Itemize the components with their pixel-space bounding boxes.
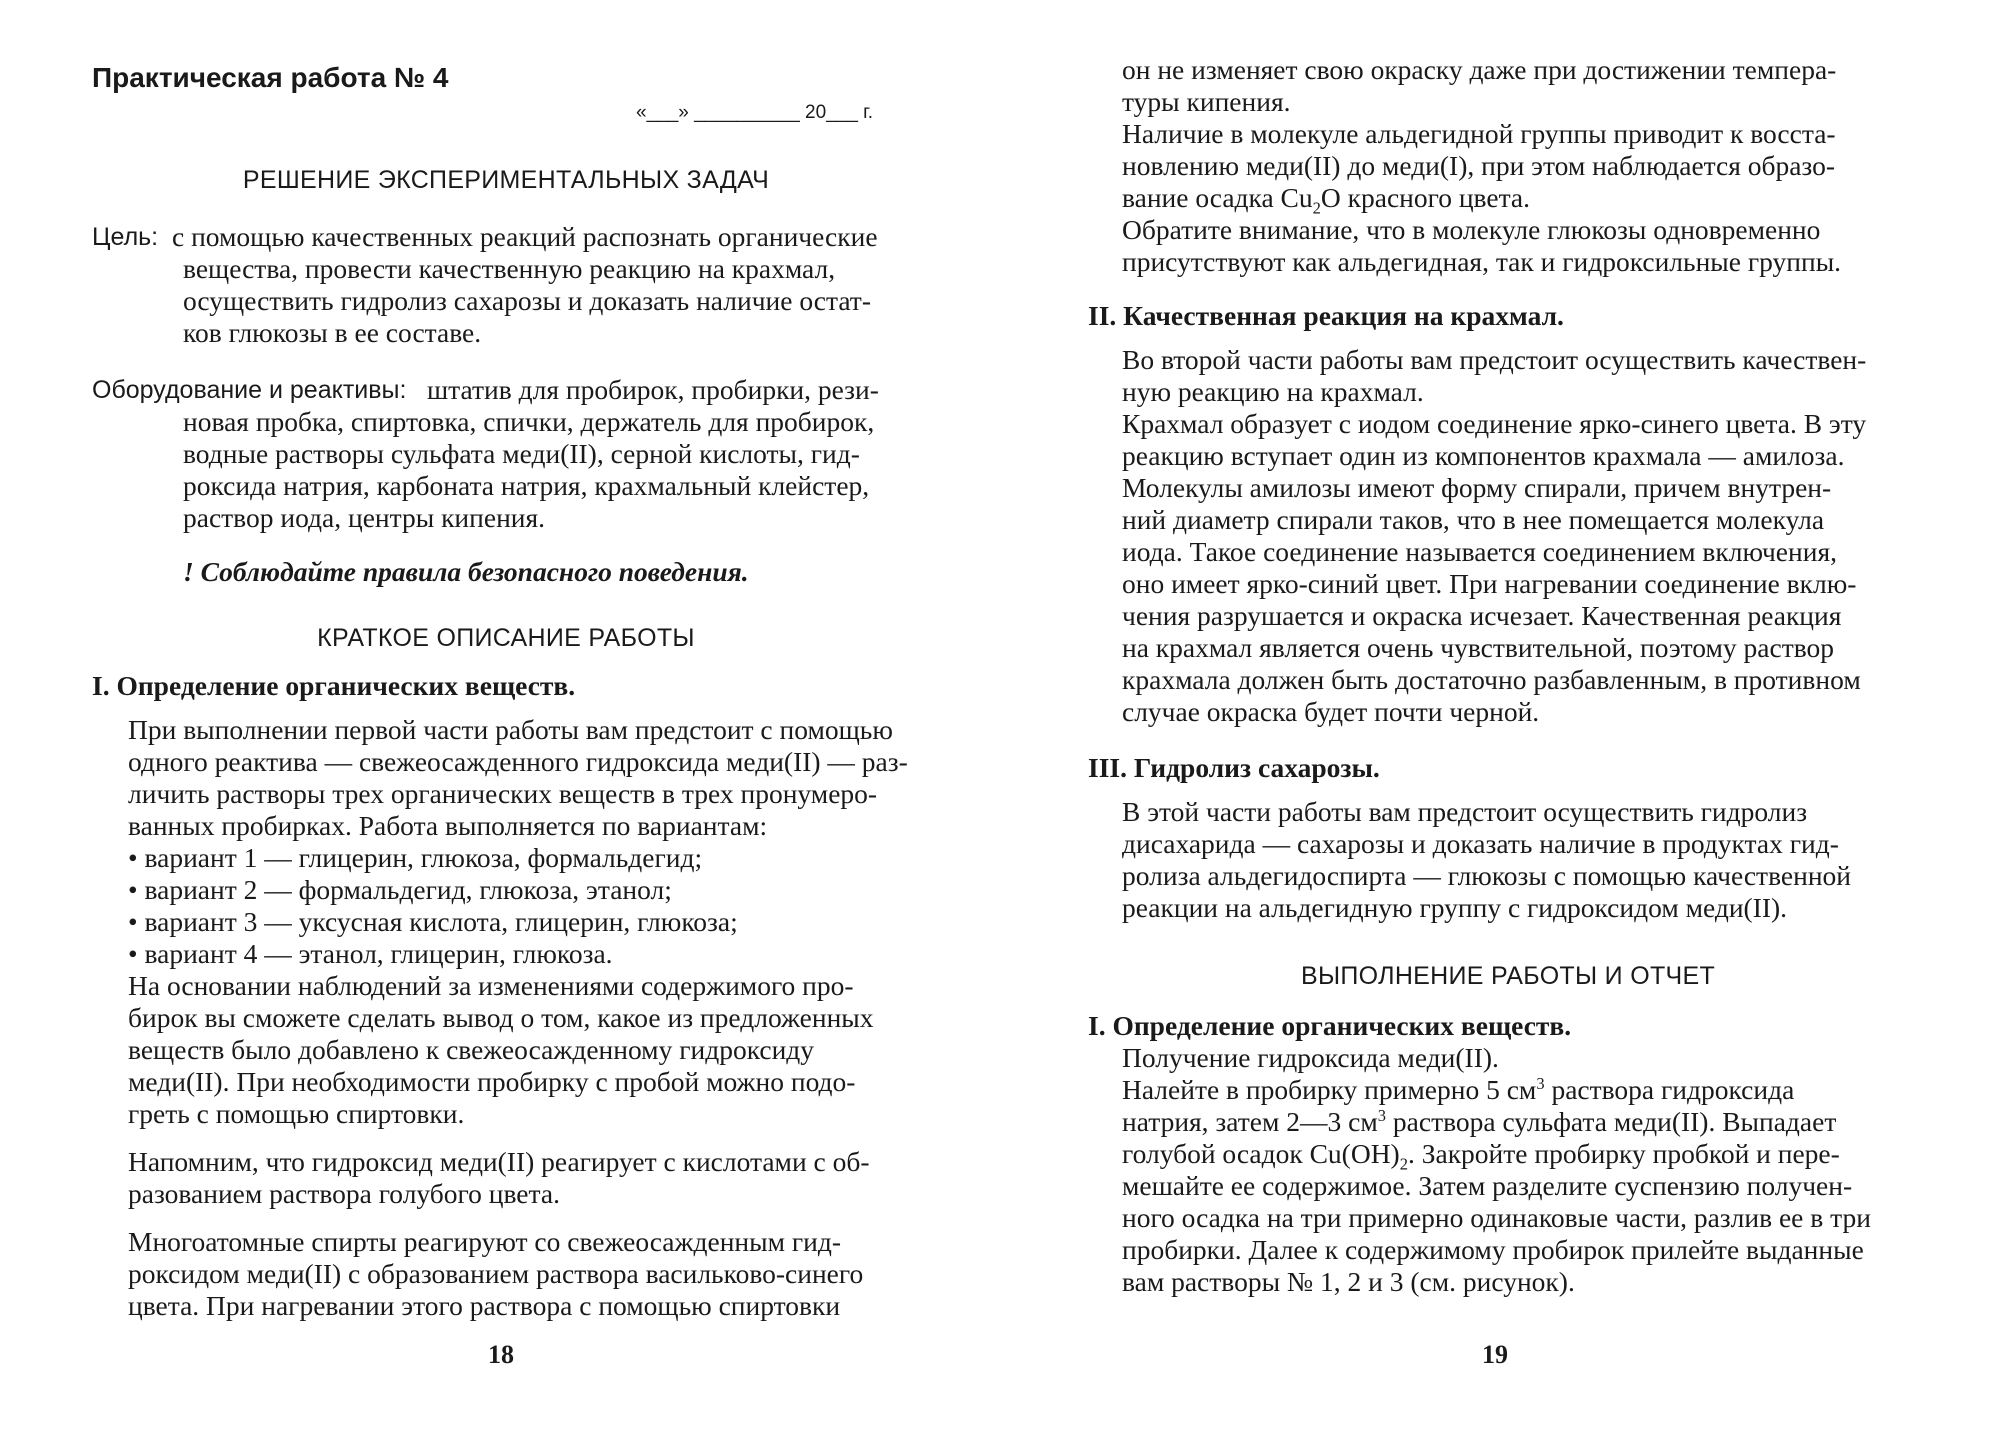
page-number: 18 (488, 1340, 514, 1369)
part1-line: При выполнении первой части работы вам предстоит с помощью (128, 714, 893, 745)
part2-line: ний диаметр спирали таков, что в нее помещается молекула (1122, 504, 1825, 535)
part2-line: реакцию вступает один из компонентов крахмала — амилоза. (1122, 440, 1845, 471)
exec1-heading: I. Определение органических веществ. (1088, 1010, 1572, 1041)
exec3-text-b: . Закройте пробирку пробкой и пере- (1407, 1138, 1840, 1169)
exec1-line (1122, 1106, 1836, 1138)
part1-line: Многоатомные спирты реагируют со свежеосажденным гид- (128, 1226, 842, 1257)
intro-line: новлению меди(II) до меди(I), при этом наблюдается образо- (1122, 150, 1836, 181)
practical-work-title: Практическая работа № 4 (92, 62, 449, 93)
goal-line: осуществить гидролиз сахарозы и доказать наличие остат- (183, 285, 871, 316)
part3-line: В этой части работы вам предстоит осуществить гидролиз (1122, 796, 1808, 827)
variant-item: • вариант 1 — глицерин, глюкоза, формальдегид; (128, 842, 703, 873)
exec3-text-a: голубой осадок Cu(OH) (1122, 1138, 1400, 1169)
part1-line: личить растворы трех органических веществ в трех пронумеро- (128, 778, 878, 809)
section-heading: РЕШЕНИЕ ЭКСПЕРИМЕНТАЛЬНЫХ ЗАДАЧ (242, 166, 770, 194)
equipment-line: роксида натрия, карбоната натрия, крахмальный клейстер, (183, 470, 870, 501)
part2-line: иода. Такое соединение называется соединением включения, (1122, 536, 1837, 567)
intro-line: он не изменяет свою окраску даже при достижении темпера- (1122, 54, 1837, 85)
exec2-text-b: раствора сульфата меди(II). Выпадает (1386, 1106, 1837, 1137)
exec1-line (1122, 1138, 1840, 1174)
exec1-text-b: раствора гидроксида (1544, 1074, 1795, 1105)
part1-line: Напомним, что гидроксид меди(II) реагирует с кислотами с об- (128, 1146, 870, 1177)
variant-item: • вариант 2 — формальдегид, глюкоза, этанол; (128, 874, 672, 905)
exec1-line: пробирки. Далее к содержимому пробирок прилейте выданные (1122, 1234, 1864, 1265)
exec2-superscript: 3 (1377, 1105, 1387, 1125)
part2-line: ную реакцию на крахмал. (1122, 376, 1424, 407)
exec1-subheading: Получение гидроксида меди(II). (1122, 1042, 1499, 1073)
intro-line: Наличие в молекуле альдегидной группы приводит к восста- (1122, 118, 1836, 149)
page-number: 19 (1482, 1340, 1508, 1369)
safety-warning: ! Соблюдайте правила безопасного поведения. (183, 556, 749, 587)
cu2o-text-b: O красного цвета. (1320, 182, 1531, 213)
part1-line: греть с помощью спиртовки. (128, 1098, 465, 1129)
exec3-subscript: 2 (1399, 1154, 1408, 1174)
part2-line: чения разрушается и окраска исчезает. Качественная реакция (1122, 600, 1842, 631)
equipment-line: раствор иода, центры кипения. (183, 502, 546, 533)
exec1-line: ного осадка на три примерно одинаковые части, разлив ее в три (1122, 1202, 1871, 1233)
goal-label: Цель: (92, 223, 159, 251)
exec1-line: мешайте ее содержимое. Затем разделите суспензию получен- (1122, 1170, 1853, 1201)
variant-item: • вариант 3 — уксусная кислота, глицерин, глюкоза; (128, 906, 738, 937)
exec1-text-a: Налейте в пробирку примерно 5 см (1122, 1074, 1537, 1105)
intro-line: присутствуют как альдегидная, так и гидроксильные группы. (1122, 246, 1842, 277)
part2-line: оно имеет ярко-синий цвет. При нагревании соединение вклю- (1122, 568, 1857, 599)
part2-line: Во второй части работы вам предстоит осуществить качествен- (1122, 344, 1867, 375)
variant-item: • вариант 4 — этанол, глицерин, глюкоза. (128, 938, 613, 969)
part3-line: дисахарида — сахарозы и доказать наличие в продуктах гид- (1122, 828, 1839, 859)
part2-line: крахмала должен быть достаточно разбавленным, в противном (1122, 664, 1861, 695)
part2-line: Крахмал образует с иодом соединение ярко-синего цвета. В эту (1122, 408, 1867, 439)
part3-line: ролиза альдегидоспирта — глюкозы с помощью качественной (1122, 860, 1852, 891)
part3-heading: III. Гидролиз сахарозы. (1088, 752, 1380, 783)
part2-heading: II. Качественная реакция на крахмал. (1088, 300, 1564, 331)
goal-line: ков глюкозы в ее составе. (183, 317, 482, 348)
intro-line: Обратите внимание, что в молекуле глюкозы одновременно (1122, 214, 1821, 245)
exec1-line (1122, 1074, 1794, 1106)
right-page (1000, 0, 2000, 1443)
exec1-superscript: 3 (1536, 1073, 1545, 1093)
part1-line: меди(II). При необходимости пробирку с пробой можно подо- (128, 1066, 856, 1097)
part1-line: разованием раствора голубого цвета. (128, 1178, 560, 1209)
equipment-line: штатив для пробирок, пробирки, рези- (427, 374, 879, 405)
intro-line-cu2o (1122, 182, 1531, 218)
part1-line: ванных пробирках. Работа выполняется по вариантам: (128, 810, 768, 841)
equipment-line: водные растворы сульфата меди(II), серной кислоты, гид- (183, 438, 860, 469)
description-heading: КРАТКОЕ ОПИСАНИЕ РАБОТЫ (317, 624, 695, 652)
report-heading: ВЫПОЛНЕНИЕ РАБОТЫ И ОТЧЕТ (1300, 962, 1716, 990)
part2-line: на крахмал является очень чувствительной, поэтому раствор (1122, 632, 1835, 663)
exec2-text-a: натрия, затем 2—3 см (1122, 1106, 1378, 1137)
part2-line: Молекулы амилозы имеют форму спирали, причем внутрен- (1122, 472, 1832, 503)
part1-line: веществ было добавлено к свежеосажденному гидроксиду (128, 1034, 815, 1065)
part1-line: цвета. При нагревании этого раствора с помощью спиртовки (128, 1290, 841, 1321)
cu2o-subscript: 2 (1312, 198, 1321, 218)
part1-line: одного реактива — свежеосажденного гидроксида меди(II) — раз- (128, 746, 908, 777)
part1-line: бирок вы сможете сделать вывод о том, какое из предложенных (128, 1002, 874, 1033)
goal-line: вещества, провести качественную реакцию на крахмал, (183, 253, 836, 284)
equipment-line: новая пробка, спиртовка, спички, держатель для пробирок, (183, 406, 875, 437)
intro-line: туры кипения. (1122, 86, 1291, 117)
equipment-label: Оборудование и реактивы: (92, 376, 407, 404)
exec1-line: вам растворы № 1, 2 и 3 (см. рисунок). (1122, 1266, 1575, 1297)
date-line: «___» __________ 20___ г. (636, 102, 874, 123)
cu2o-text-a: вание осадка Cu (1122, 182, 1313, 213)
part3-line: реакции на альдегидную группу с гидроксидом меди(II). (1122, 892, 1788, 923)
part1-line: роксидом меди(II) с образованием раствора васильково-синего (128, 1258, 864, 1289)
goal-line: с помощью качественных реакций распознать органические (172, 221, 878, 252)
part1-line: На основании наблюдений за изменениями содержимого про- (128, 970, 854, 1001)
part2-line: случае окраска будет почти черной. (1122, 696, 1540, 727)
part1-heading: I. Определение органических веществ. (92, 670, 576, 701)
